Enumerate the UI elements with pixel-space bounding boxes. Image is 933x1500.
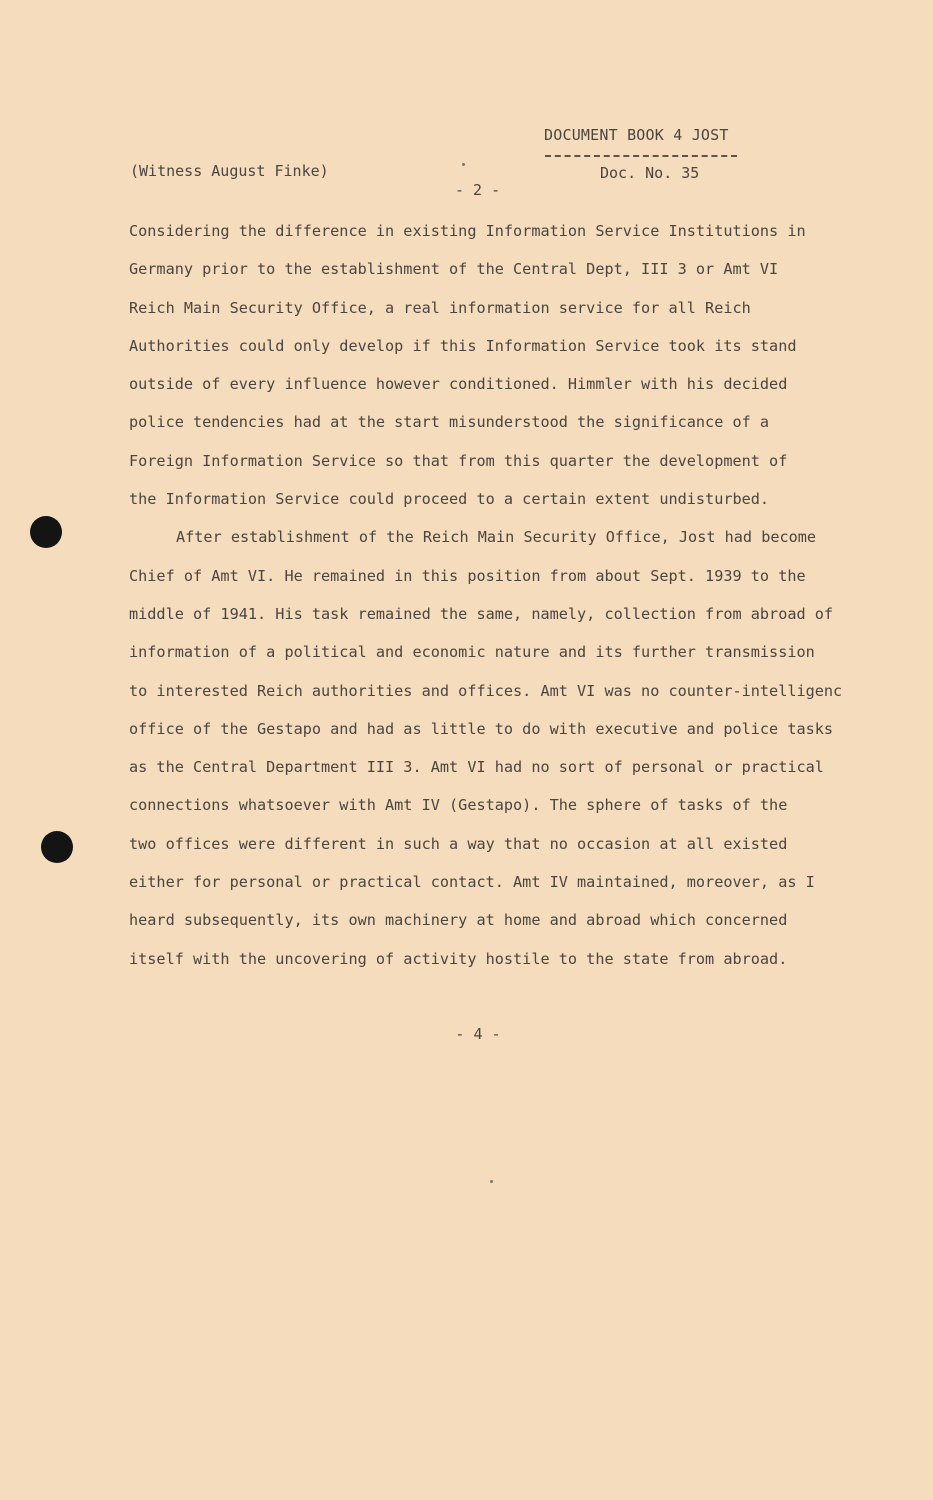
body-line: police tendencies had at the start misunderstood the significance of a <box>129 413 770 432</box>
heading-underline <box>545 155 737 157</box>
body-line: middle of 1941. His task remained the same, namely, collection from abroad of <box>129 604 834 623</box>
body-line: office of the Gestapo and had as little to do with executive and police tasks <box>129 719 834 738</box>
body-line: as the Central Department III 3. Amt VI had no sort of personal or practical <box>129 758 824 777</box>
document-number: Doc. No. 35 <box>600 164 700 182</box>
body-line: connections whatsoever with Amt IV (Gestapo). The sphere of tasks of the <box>129 796 788 815</box>
paper-speck <box>490 1180 493 1183</box>
body-line: Considering the difference in existing Information Service Institutions in <box>129 222 806 240</box>
document-body <box>129 218 869 984</box>
body-line: outside of every influence however conditioned. Himmler with his decided <box>129 375 788 394</box>
body-line: to interested Reich authorities and offices. Amt VI was no counter-intelligenc <box>129 681 843 700</box>
body-line: two offices were different in such a way that no occasion at all existed <box>129 834 788 853</box>
punch-hole <box>30 516 62 548</box>
page-marker-bottom: - 4 - <box>455 1025 501 1043</box>
body-line: Germany prior to the establishment of the Central Dept, III 3 or Amt VI <box>129 260 779 279</box>
page-marker-top: - 2 - <box>455 181 501 199</box>
paper-speck <box>462 163 465 166</box>
punch-hole <box>41 831 73 863</box>
body-line: the Information Service could proceed to a certain extent undisturbed. <box>129 490 770 509</box>
body-line: Authorities could only develop if this Information Service took its stand <box>129 336 797 355</box>
body-line: Foreign Information Service so that from this quarter the development of <box>129 451 788 470</box>
body-line: information of a political and economic nature and its further transmission <box>129 643 815 662</box>
body-line: Reich Main Security Office, a real information service for all Reich <box>129 298 751 317</box>
document-book-heading: DOCUMENT BOOK 4 JOST <box>544 126 729 144</box>
witness-label: (Witness August Finke) <box>130 162 329 180</box>
body-line: heard subsequently, its own machinery at home and abroad which concerned <box>129 911 788 930</box>
body-line: itself with the uncovering of activity hostile to the state from abroad. <box>129 949 788 968</box>
body-line: either for personal or practical contact. Amt IV maintained, moreover, as I <box>129 873 815 892</box>
body-line: Chief of Amt VI. He remained in this position from about Sept. 1939 to the <box>129 566 806 585</box>
body-line: After establishment of the Reich Main Security Office, Jost had become <box>176 528 817 547</box>
